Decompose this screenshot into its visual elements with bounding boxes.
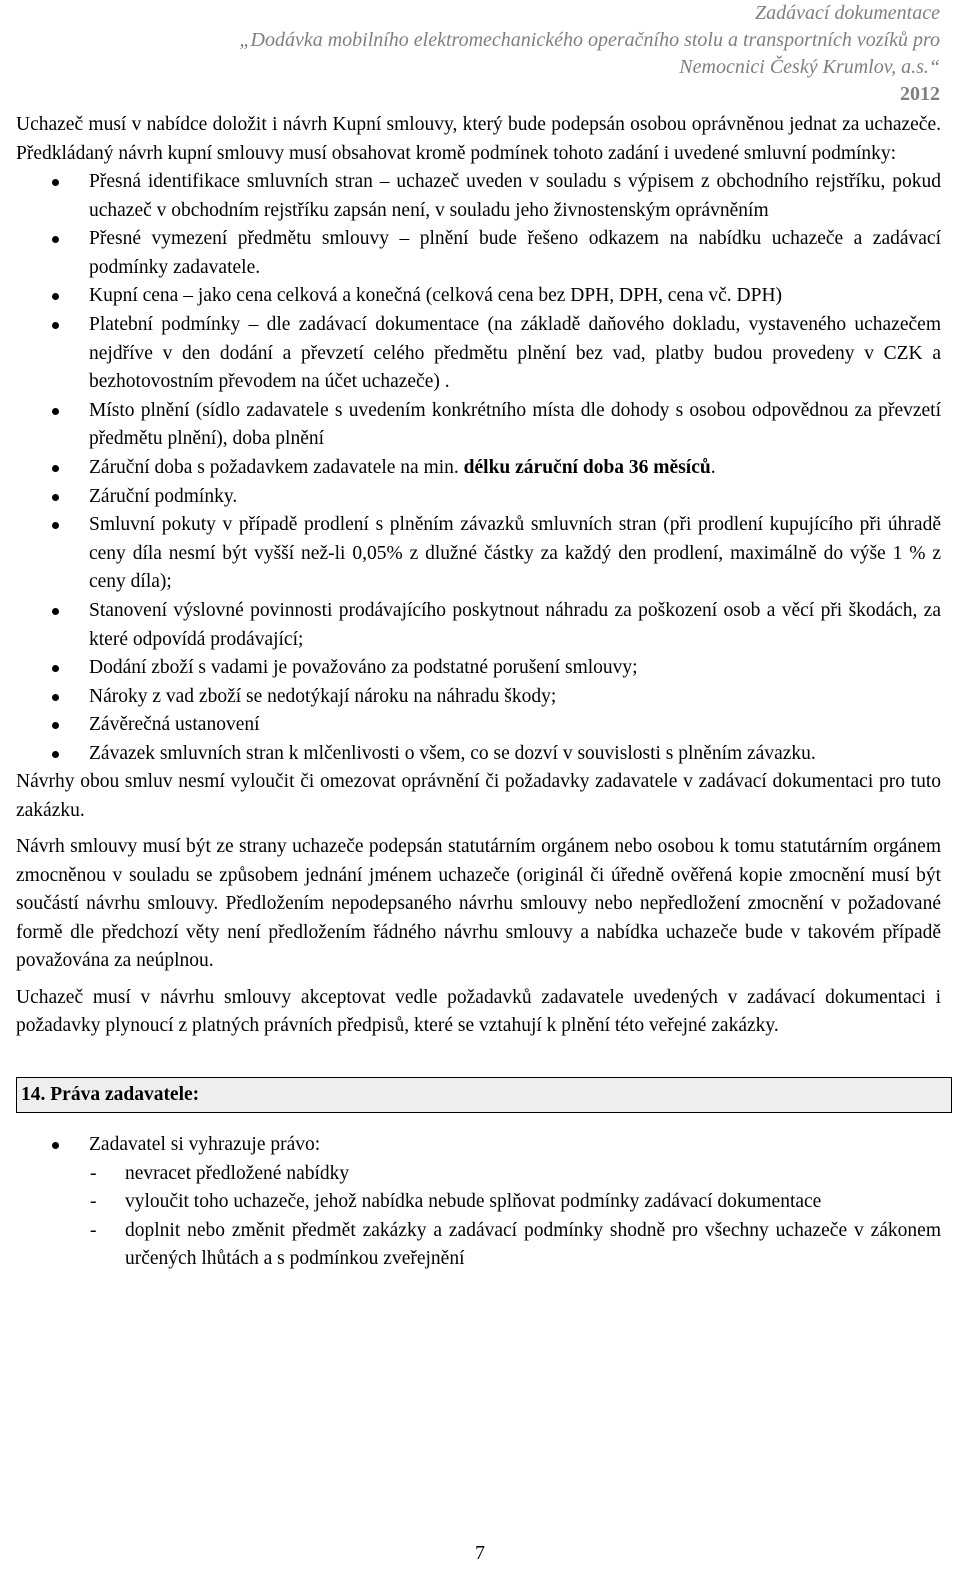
- paragraph-legal-requirements: Uchazeč musí v návrhu smlouvy akceptovat vedle požadavků zadavatele uvedených v zadávací dokumentaci i požadavky plynoucí z platných právních předpisů, které se vztahují k plnění této veřejné zakázky.: [16, 986, 941, 1037]
- list-item: Přesná identifikace smluvních stran – uchazeč uveden v souladu s výpisem z obchodního rejstříku, pokud uchazeč v obchodním rejstříku zapsán není, v souladu jeho živnostenským oprávněním: [16, 168, 941, 225]
- header-year: 2012: [900, 83, 940, 105]
- bullet-icon: [52, 293, 59, 300]
- list-item: Smluvní pokuty v případě prodlení s plněním závazků smluvních stran (při prodlení kupujícího při úhradě ceny díla nesmí být vyšší než-li 0,05% z dlužné částky za každý den prodlení, maximálně do výše 1 % z ceny díla);: [16, 511, 941, 597]
- dash-icon: -: [90, 1162, 97, 1184]
- bullet-icon: [52, 236, 59, 243]
- list-item: - doplnit nebo změnit předmět zakázky a zadávací podmínky shodně pro všechny uchazeče v zákonem určených lhůtách a s podmínkou zveřejnění: [16, 1217, 941, 1274]
- list-item: Stanovení výslovné povinnosti prodávajícího poskytnout náhradu za poškození osob a věcí při škodách, za které odpovídá prodávající;: [16, 597, 941, 654]
- document-body: [16, 111, 941, 1274]
- dash-icon: -: [90, 1191, 97, 1213]
- header-title: Zadávací dokumentace: [755, 2, 940, 24]
- contract-conditions-list: [16, 168, 941, 768]
- header-subject-end: Nemocnici Český Krumlov, a.s.“: [679, 56, 940, 78]
- dash-icon: -: [90, 1219, 97, 1241]
- list-item: Místo plnění (sídlo zadavatele s uvedením konkrétního místa dle dohody s osobou odpovědnou za převzetí předmětu plnění), doba plnění: [16, 397, 941, 454]
- list-item: - vyloučit toho uchazeče, jehož nabídka nebude splňovat podmínky zadávací dokumentace: [16, 1188, 941, 1217]
- bullet-icon: [52, 494, 59, 501]
- page-number: 7: [475, 1542, 485, 1564]
- list-item: Závazek smluvních stran k mlčenlivosti o všem, co se dozví v souvislosti s plněním závazku.: [16, 740, 941, 769]
- bullet-icon: [52, 465, 59, 472]
- bullet-icon: [52, 694, 59, 701]
- paragraph-contracts-limits: Návrhy obou smluv nesmí vyloučit či omezovat oprávnění či požadavky zadavatele v zadávací dokumentaci pro tuto zakázku.: [16, 771, 941, 821]
- list-item: Zadavatel si vyhrazuje právo:: [16, 1131, 941, 1160]
- bullet-icon: [52, 722, 59, 729]
- list-item: - nevracet předložené nabídky: [16, 1160, 941, 1189]
- list-item: Kupní cena – jako cena celková a konečná (celková cena bez DPH, DPH, cena vč. DPH): [16, 282, 941, 311]
- bullet-icon: [52, 608, 59, 615]
- bullet-icon: [52, 665, 59, 672]
- bullet-icon: [52, 1142, 59, 1149]
- rights-sublist: [16, 1160, 941, 1274]
- warranty-period: délku záruční doba 36 měsíců: [463, 456, 711, 478]
- bullet-icon: [52, 751, 59, 758]
- bullet-icon: [52, 179, 59, 186]
- list-item: Závěrečná ustanovení: [16, 711, 941, 740]
- list-item-warranty: Záruční doba s požadavkem zadavatele na min. délku záruční doba 36 měsíců.: [16, 454, 941, 483]
- rights-list: [16, 1131, 941, 1160]
- paragraph-signature: Návrh smlouvy musí být ze strany uchazeče podepsán statutárním orgánem nebo osobou k tomu statutárním orgánem zmocněnou v souladu se způsobem jednání jménem uchazeče (originál či úředně ověřená kopie zmocnění musí být součástí návrhu smlouvy. Předložením nepodepsaného návrhu smlouvy nebo nepředložení zmocnění v požadované formě dle předchozí věty není předložením řádného návrhu smlouvy a nabídka uchazeče bude v takovém případě považována za neúplnou.: [16, 836, 941, 972]
- section-heading-14: 14. Práva zadavatele:: [16, 1077, 952, 1113]
- intro-paragraph: Uchazeč musí v nabídce doložit i návrh Kupní smlouvy, který bude podepsán osobou oprávněnou jednat za uchazeče. Předkládaný návrh kupní smlouvy musí obsahovat kromě podmínek tohoto zadání i uvedené smluvní podmínky:: [16, 114, 941, 164]
- bullet-icon: [52, 322, 59, 329]
- list-item: Záruční podmínky.: [16, 483, 941, 512]
- list-item: Nároky z vad zboží se nedotýkají nároku na náhradu škody;: [16, 683, 941, 712]
- bullet-icon: [52, 408, 59, 415]
- header-subject: „Dodávka mobilního elektromechanického operačního stolu a transportních vozíků pro: [239, 29, 940, 51]
- page-header: [180, 0, 940, 108]
- list-item: Platební podmínky – dle zadávací dokumentace (na základě daňového dokladu, vystaveného uchazečem nejdříve v den dodání a převzetí celého předmětu plnění bez vad, platby budou provedeny v CZK a bezhotovostním převodem na účet uchazeče) .: [16, 311, 941, 397]
- list-item: Dodání zboží s vadami je považováno za podstatné porušení smlouvy;: [16, 654, 941, 683]
- bullet-icon: [52, 522, 59, 529]
- list-item: Přesné vymezení předmětu smlouvy – plnění bude řešeno odkazem na nabídku uchazeče a zadávací podmínky zadavatele.: [16, 225, 941, 282]
